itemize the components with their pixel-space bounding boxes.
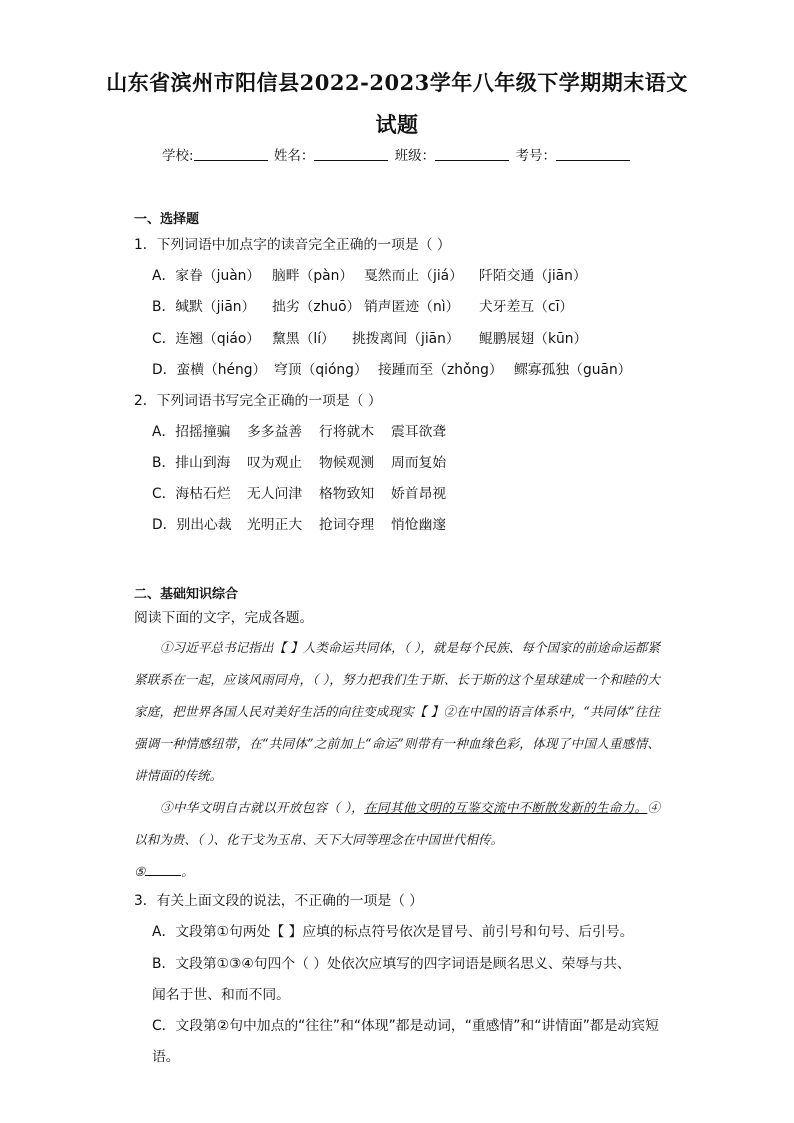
- option-item: 光明正大: [247, 517, 303, 533]
- sentence-5-marker: ⑤: [134, 864, 146, 879]
- name-blank[interactable]: [314, 146, 388, 161]
- question-2-option-a: [152, 420, 446, 440]
- option-item: 拙劣（zhuō）: [272, 299, 361, 315]
- exam-number-blank[interactable]: [556, 146, 630, 161]
- option-item: 戛然而止（jiá）: [364, 268, 463, 284]
- class-label: 班级：: [394, 148, 436, 164]
- question-3-option-b-line1: B．文段第①③④句四个（ ）处依次应填写的四字词语是顾名思义、荣辱与共、: [152, 956, 631, 972]
- option-item: 鲲鹏展翅（kūn）: [479, 331, 588, 347]
- name-label: 姓名：: [273, 148, 315, 164]
- underlined-sentence: 在同其他文明的互鉴交流中不断散发新的生命力。: [364, 800, 648, 815]
- exam-title-line1: 山东省滨州市阳信县2022-2023学年八年级下学期期末语文: [106, 70, 688, 95]
- option-item: C．海枯石烂: [152, 486, 231, 502]
- option-item: 叹为观止: [247, 455, 303, 471]
- passage-paragraph-2: [134, 792, 660, 856]
- class-blank[interactable]: [435, 146, 509, 161]
- option-item: 挑拨离间（jiān）: [352, 331, 460, 347]
- option-item: C．连翘（qiáo）: [152, 331, 261, 347]
- option-item: 多多益善: [247, 424, 303, 440]
- school-label: 学校:: [162, 148, 194, 164]
- section-heading-basics: 二、基础知识综合: [134, 587, 239, 602]
- question-2-option-d: [152, 513, 446, 533]
- option-item: A．招摇撞骗: [152, 424, 231, 440]
- question-3-option-c-line2: 语。: [152, 1049, 180, 1065]
- passage-paragraph-1: ①习近平总书记指出【 】人类命运共同体，（ ），就是每个民族、每个国家的前途命运都紧紧联系在一起，应该风雨同舟，（ ），努力把我们生于斯、长于斯的这个星球建成一个和睦的大家庭，把世界各国人民对美好生活的向往变成现实【 】②在中国的语言体系中，“共同体”往往强调一种情感纽带，在“共同体”之前加上“命运”则带有一种血缘色彩，体现了中国人重感情、讲情面的传统。: [134, 640, 660, 783]
- option-item: 鳏寡孤独（guān）: [514, 362, 632, 378]
- question-3-option-c-line1: C．文段第②句中加点的“往往”和“体现”都是动词，“重感情”和“讲情面”都是动宾短: [152, 1018, 659, 1034]
- option-item: 阡陌交通（jiān）: [479, 268, 587, 284]
- question-1-option-a: [152, 264, 587, 284]
- option-item: 穹顶（qióng）: [274, 362, 368, 378]
- question-1-stem: 1．下列词语中加点字的读音完全正确的一项是（ ）: [134, 237, 451, 253]
- sentence-5-blank[interactable]: [145, 863, 181, 876]
- option-item: 黧黑（lí）: [272, 331, 335, 347]
- sentence-5-end: 。: [181, 864, 194, 879]
- option-item: D．别出心裁: [152, 517, 232, 533]
- passage-text: ④以和为贵、（ ）、化干戈为玉帛、天下大同等理念在中国世代相传。: [134, 800, 660, 847]
- option-item: 物候观测: [319, 455, 375, 471]
- option-item: 接踵而至（zhǒng）: [378, 362, 503, 378]
- question-3-option-b-line2: 闻名于世、和而不同。: [152, 987, 290, 1003]
- question-1-option-b: [152, 295, 573, 315]
- question-2-option-c: [152, 482, 446, 502]
- section-heading-choice: 一、选择题: [134, 212, 200, 227]
- option-item: 震耳欲聋: [391, 424, 447, 440]
- option-item: 周而复始: [391, 455, 447, 471]
- option-item: 脑畔（pàn）: [272, 268, 354, 284]
- passage-paragraph-3: [134, 856, 660, 888]
- passage-text: ③中华文明自古就以开放包容（ ），: [160, 800, 365, 815]
- reading-passage: [134, 632, 660, 888]
- option-item: 娇首昂视: [391, 486, 447, 502]
- option-item: B．排山到海: [152, 455, 231, 471]
- question-3-option-a: A．文段第①句两处【 】应填的标点符号依次是冒号、前引号和句号、后引号。: [152, 924, 634, 940]
- option-item: 销声匿迹（nì）: [364, 299, 460, 315]
- school-blank[interactable]: [194, 146, 268, 161]
- question-3-stem: 3．有关上面文段的说法，不正确的一项是（ ）: [134, 893, 424, 909]
- option-item: 格物致知: [319, 486, 375, 502]
- option-item: 犬牙差互（cī）: [479, 299, 574, 315]
- exam-title-line2: 试题: [375, 112, 419, 137]
- question-1-option-d: [152, 358, 631, 378]
- option-item: 无人问津: [247, 486, 303, 502]
- student-info-row: [0, 144, 794, 164]
- option-item: 悄怆幽邃: [391, 517, 447, 533]
- option-item: 行将就木: [319, 424, 375, 440]
- exam-number-label: 考号：: [515, 148, 556, 164]
- reading-intro: 阅读下面的文字，完成各题。: [134, 610, 314, 626]
- option-item: D．蛮横（héng）: [152, 362, 267, 378]
- question-2-stem: 2．下列词语书写完全正确的一项是（ ）: [134, 393, 382, 409]
- option-item: B．缄默（jiān）: [152, 299, 256, 315]
- question-1-option-c: [152, 327, 587, 347]
- question-2-option-b: [152, 451, 446, 471]
- option-item: A．家眷（juàn）: [152, 268, 261, 284]
- option-item: 抢词夺理: [319, 517, 375, 533]
